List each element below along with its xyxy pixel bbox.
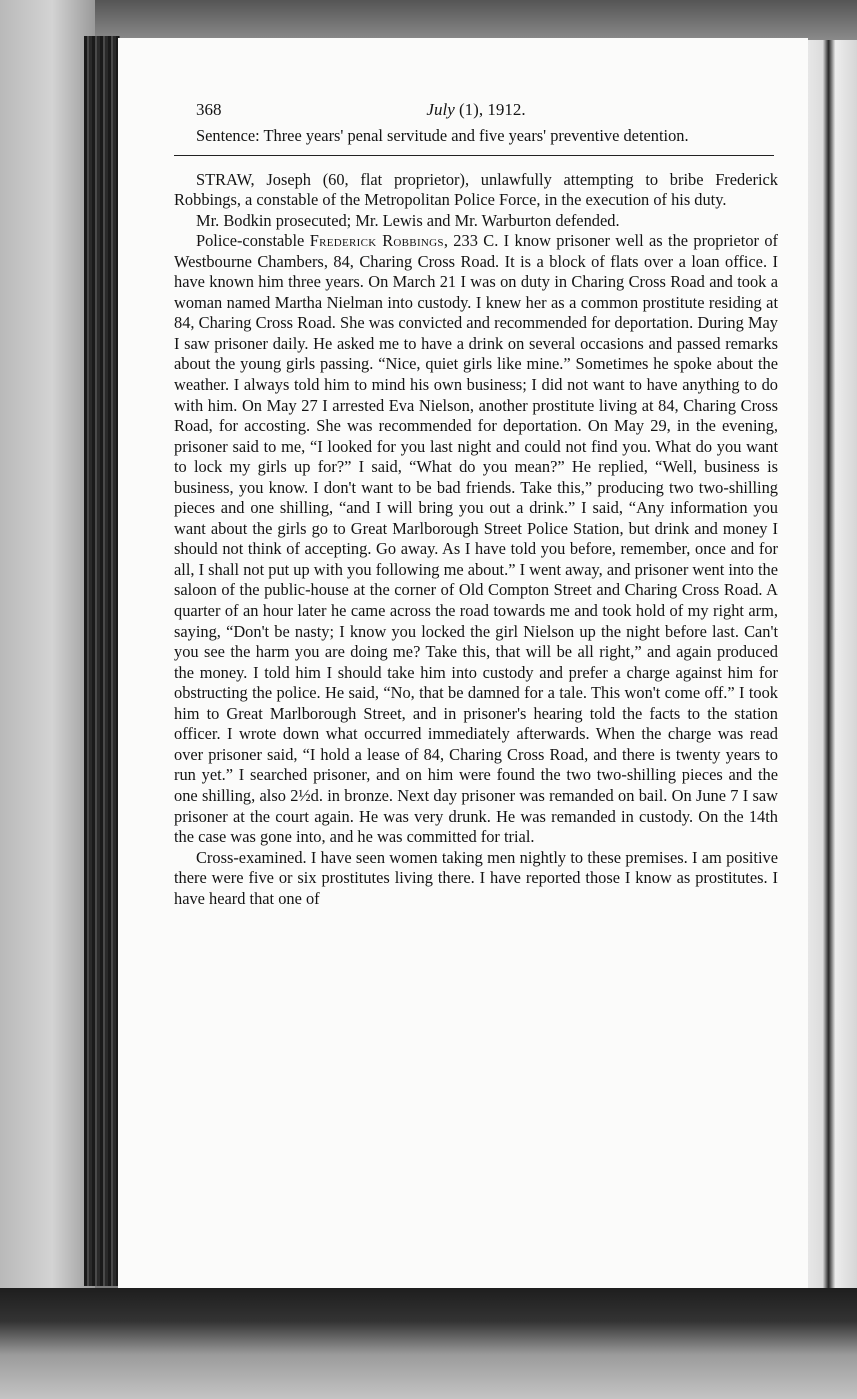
page-date-title <box>174 100 778 121</box>
case-divider <box>174 155 774 156</box>
scan-background-top <box>0 0 857 40</box>
previous-case-sentence: Sentence: Three years' penal servitude and five years' preventive detention. <box>196 126 689 145</box>
page-number: 368 <box>196 100 222 119</box>
running-header <box>174 100 778 126</box>
book-binding <box>84 36 120 1286</box>
cross-examination: Cross-examined. I have seen women taking men nightly to these premises. I am positive there were five or six prostitutes living there. I have reported those I know as prostitutes. I have heard that one of <box>174 847 778 908</box>
counsel-line: Mr. Bodkin prosecuted; Mr. Lewis and Mr. Warburton defended. <box>196 210 620 230</box>
witness-text: , 233 C. I know prisoner well as the proprietor of Westbourne Chambers, 84, Charing Cross Road. It is a block of flats over a loan office. I have known him three years. On March 21 I was on duty in Charing Cross Road and took a woman named Martha Nielman into custody. I knew her as a common prostitute residing at 84, Charing Cross Road. She was convicted and recommended for deportation. During May I saw prisoner daily. He asked me to have a drink on several occasions and passed remarks about the young girls passing. “Nice, quiet girls like mine.” Sometimes he spoke about the weather. I always told him to mind his own business; I did not want to have anything to do with him. On May 27 I arrested Eva Nielson, another prostitute living at 84, Charing Cross Road, for accosting. She was recommended for deportation. On May 29, in the evening, prisoner said to me, “I looked for you last night and could not find you. What do you want to lock my girls up for?” I said, “What do you mean?” He replied, “Well, business is business, you know. I don't want to be bad friends. Take this,” producing two two-shilling pieces and one shilling, “and I will bring you out a drink.” I said, “Any information you want about the girls go to Great Marlborough Street Police Station, but drink and money I should not think of accepting. Go away. As I have told you before, remember, once and for all, I shall not put up with you following me about.” I went away, and prisoner went into the saloon of the public-house at the corner of Old Compton Street and Charing Cross Road. A quarter of an hour later he came across the road towards me and took hold of my right arm, saying, “Don't be nasty; I know you locked the girl Nielson up the night before last. Can't you see the harm you are doing me? Take this, that will be all right,” and again produced the money. I told him I should take him into custody and prefer a charge against him for obstructing the police. He said, “No, that be damned for a tale. This won't come off.” I took him to Great Marlborough Street, and in prisoner's hearing told the facts to the station officer. I wrote down what occurred immediately afterwards. When the charge was read over prisoner said, “I hold a lease of 84, Charing Cross Road, and there is twenty years to run yet.” I searched prisoner, and on him were found the two two-shilling pieces and the one shilling, also 2½d. in bronze. Next day prisoner was remanded on bail. On June 7 I saw prisoner at the court again. He was very drunk. He was remanded in custody. On the 14th the case was gone into, and he was committed for trial. <box>174 231 778 847</box>
book-page <box>118 38 808 1288</box>
case-heading: STRAW, Joseph (60, flat proprietor), unlawfully attempting to bribe Frederick Robbings, a constable of the Metropolitan Police Force, in the execution of his duty. <box>174 169 778 210</box>
witness-intro: Police-constable <box>196 231 310 251</box>
facing-page-edge <box>800 40 857 1290</box>
witness-name: Frederick Robbings <box>309 231 444 251</box>
scan-background-bottom <box>0 1288 857 1399</box>
witness-testimony <box>174 231 778 847</box>
scan-background-left <box>0 0 95 1399</box>
page-content <box>174 100 778 909</box>
page-date-month: July <box>426 100 455 119</box>
page-date-rest: (1), 1912. <box>454 100 526 119</box>
